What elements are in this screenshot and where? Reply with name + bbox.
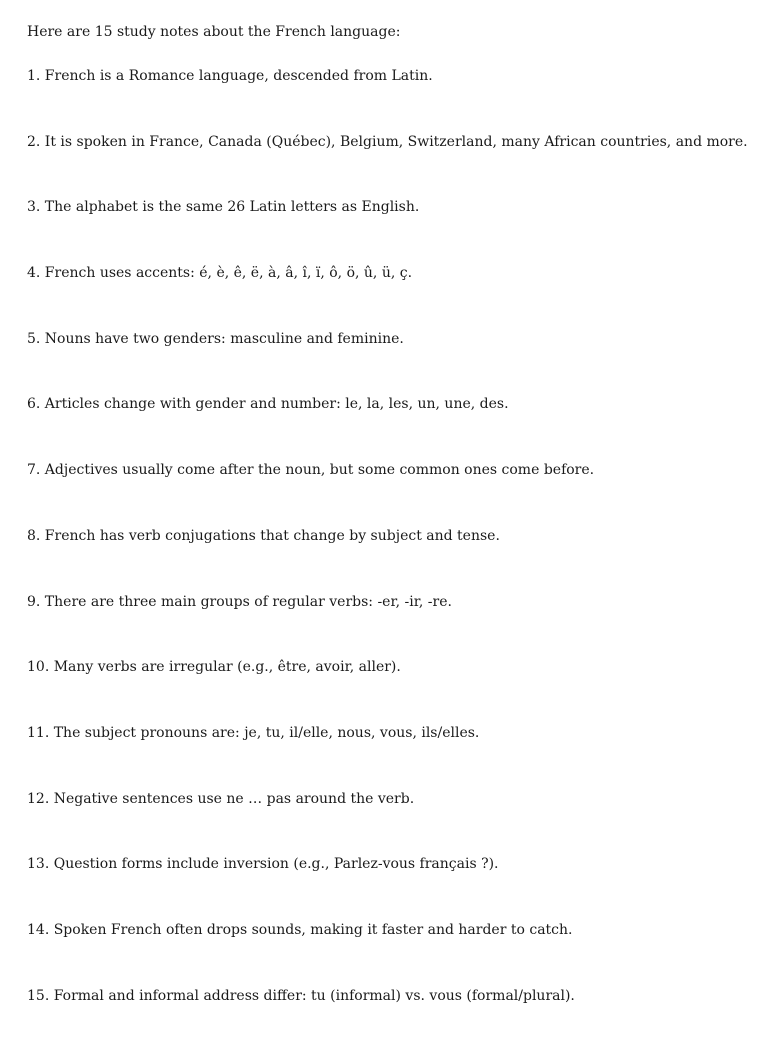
note-item: 4. French uses accents: é, è, ê, ë, à, â, î, ï, ô, ö, û, ü, ç. xyxy=(27,265,413,282)
note-item: 15. Formal and informal address differ: tu (informal) vs. vous (formal/plural). xyxy=(27,987,575,1004)
note-item: 11. The subject pronouns are: je, tu, il/elle, nous, vous, ils/elles. xyxy=(27,724,480,741)
note-item: 14. Spoken French often drops sounds, making it faster and harder to catch. xyxy=(27,921,573,938)
note-item: 8. French has verb conjugations that change by subject and tense. xyxy=(27,527,500,544)
note-item: 12. Negative sentences use ne … pas around the verb. xyxy=(27,790,415,807)
note-item: 5. Nouns have two genders: masculine and feminine. xyxy=(27,330,404,347)
note-item: 1. French is a Romance language, descended from Latin. xyxy=(27,68,433,84)
note-item: 7. Adjectives usually come after the noun, but some common ones come before. xyxy=(27,462,595,479)
note-item: 13. Question forms include inversion (e.g., Parlez-vous français ?). xyxy=(27,856,499,873)
note-item: 6. Articles change with gender and number: le, la, les, un, une, des. xyxy=(27,396,509,413)
note-item: 2. It is spoken in France, Canada (Québec), Belgium, Switzerland, many African countries, and more. xyxy=(27,133,748,150)
note-item: 3. The alphabet is the same 26 Latin letters as English. xyxy=(27,199,420,216)
note-item: 9. There are three main groups of regular verbs: -er, -ir, -re. xyxy=(27,593,452,610)
notes-list xyxy=(27,66,748,1051)
document xyxy=(27,22,748,1004)
intro-text: Here are 15 study notes about the French language: xyxy=(27,24,401,40)
note-item: 10. Many verbs are irregular (e.g., être, avoir, aller). xyxy=(27,659,401,676)
